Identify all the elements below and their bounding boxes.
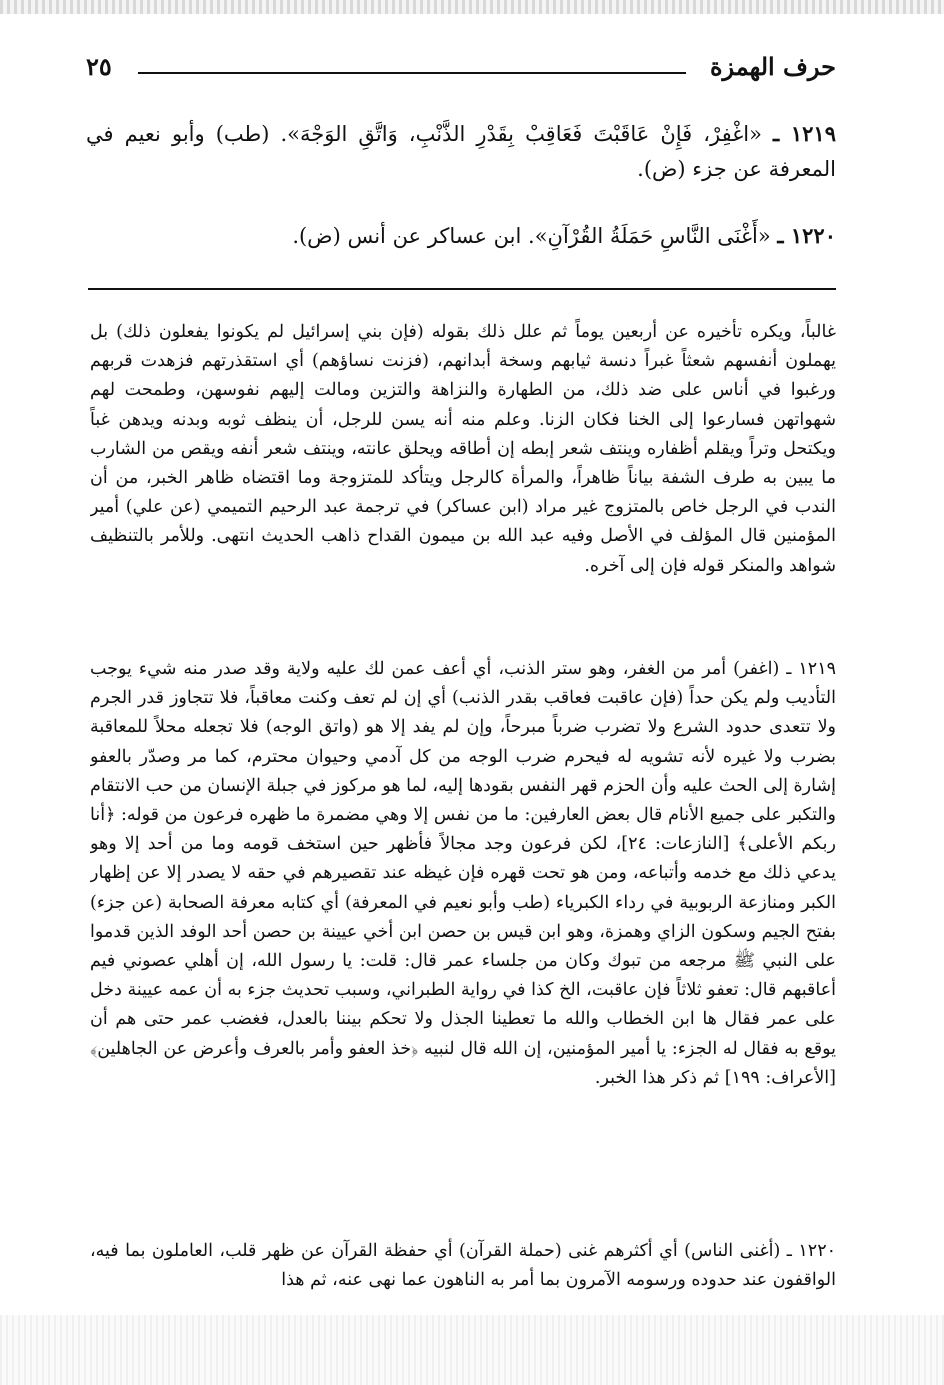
chapter-title: حرف الهمزة bbox=[709, 52, 836, 81]
hadith-number: ١٢٢٠ ـ bbox=[777, 223, 836, 248]
header-rule bbox=[138, 72, 686, 74]
scan-edge-top bbox=[0, 0, 944, 14]
commentary-paragraph: ١٢٢٠ ـ (أغنى الناس) أي أكثرهم غنى (حملة القرآن) أي حفظة القرآن عن ظهر قلب، العاملون بما فيه، الواقفون عند حدوده ورسومه الآمرون بما أمر به الناهون عما نهى عنه، ثم هذا bbox=[90, 1241, 836, 1291]
hadith-text: «اغْفِرْ، فَإِنْ عَاقَبْتَ فَعَاقِبْ بِقَدْرِ الذَّنْبِ، وَاتَّقِ الوَجْهَ». (طب) وأبو نعيم في المعرفة عن جزء (ض). bbox=[86, 122, 836, 181]
scan-edge-bottom bbox=[0, 1315, 944, 1385]
hadith-1220 bbox=[86, 218, 836, 254]
hadith-text: «أَغْنَى النَّاسِ حَمَلَةُ القُرْآنِ». ابن عساكر عن أنس (ض). bbox=[292, 224, 771, 248]
commentary bbox=[90, 318, 836, 1309]
hadith-number: ١٢١٩ ـ bbox=[773, 121, 836, 146]
commentary-paragraph: ١٢١٩ ـ (اغفر) أمر من الغفر، وهو ستر الذنب، أي أعف عمن لك عليه ولاية وقد صدر منه شيء يوجب التأديب ولم يكن حداً (فإن عاقبت فعاقب بقدر الذنب) أي إن لم تعف وكنت معاقباً، فلا تتجاوز قدر الجرم ولا تتعدى حدود الشرع ولا تضرب ضرباً مبرحاً، وإن لم يفد إلا هو (واتق الوجه) فلا تجعله محلاً للمعاقبة بضرب ولا غيره لأنه تشويه له فيحرم ضرب الوجه من كل آدمي وحيوان محترم، كما مر وصدّر بالعفو إشارة إلى الحث عليه وأن الحزم قهر النفس بقودها إليه، لما هو مركوز في جبلة الإنسان من حب الانتقام والتكبر على جميع الأنام قال بعض العارفين: ما من نفس إلا وهي مضمرة ما ظهره فرعون من قوله: ﴿أنا ربكم الأعلى﴾ [النازعات: ٢٤]، لكن فرعون وجد مجالاً فأظهر حين استخف قومه وما من أحد إلا وهو يدعي ذلك مع خدمه وأتباعه، ومن هو تحت قهره فإن غيظه عند تقصيرهم في حقه لا يصدر إلا عن إظهار الكبر ومنازعة الربوبية في رداء الكبرياء (طب وأبو نعيم في المعرفة) أي كتابه معرفة الصحابة (عن جزء) بفتح الجيم وسكون الزاي وهمزة، وهو ابن قيس بن حصن ابن أخي عيينة بن حصن أحد الوفد الذين قدموا على النبي ﷺ مرجعه من تبوك وكان من جلساء عمر قال: قلت: يا رسول الله، إن أهلي عصوني فيم أعاقبهم قال: تعفو ثلاثاً فإن عاقبت، الخ كذا في رواية الطبراني، وسبب تحديث جزء به أن عمه عيينة دخل على عمر فقال ها ابن الخطاب والله ما تعطينا الجذل ولا تحكم بيننا بالعدل، فغضب عمر حتى هم أن يوقع به فقال له الجزء: يا أمير المؤمنين، إن الله قال لنبيه ﴿خذ العفو وأمر بالعرف وأعرض عن الجاهلين﴾ [الأعراف: ١٩٩] ثم ذكر هذا الخبر. bbox=[90, 659, 836, 1088]
page-header bbox=[86, 52, 836, 92]
hadith-1219 bbox=[86, 116, 836, 187]
commentary-paragraph: غالباً، ويكره تأخيره عن أربعين يوماً ثم علل ذلك بقوله (فإن بني إسرائيل لم يكونوا يفعلون ذلك) بل يهملون أنفسهم شعثاً غبراً دنسة ثيابهم وسخة أبدانهم، (فزنت نساؤهم) أي استقذرتهم فزهدت قربهم ورغبوا في أناس على ضد ذلك، من الطهارة والنزاهة والتزين ومالت إليهم نفوسهن، وطمحت لهم شهواتهن فسارعوا إلى الخنا فكان الزنا. وعلم منه أنه يسن للرجل، أن ينظف ثوبه وبدنه ويدهن غباً ويكتحل وتراً ويقلم أظفاره وينتف شعر إبطه إن أطاقه ويحلق عانته، وينتف شعر أنفه ويقص من الشارب ما يبين به طرف الشفة بياناً ظاهراً، والمرأة كالرجل ويتأكد للمتزوجة وما اقتضاه ظاهر الخبر، من أن الندب في الرجل خاص بالمتزوج غير مراد (ابن عساكر) في ترجمة عبد الرحيم التميمي (عن علي) أمير المؤمنين قال المؤلف في الأصل وفيه عبد الله بن ميمون القداح ذاهب الحديث انتهى. وللأمر بالتنظيف شواهد والمنكر قوله فإن إلى آخره. bbox=[90, 322, 836, 576]
page-number: ٢٥ bbox=[86, 52, 112, 81]
section-divider bbox=[88, 288, 836, 290]
